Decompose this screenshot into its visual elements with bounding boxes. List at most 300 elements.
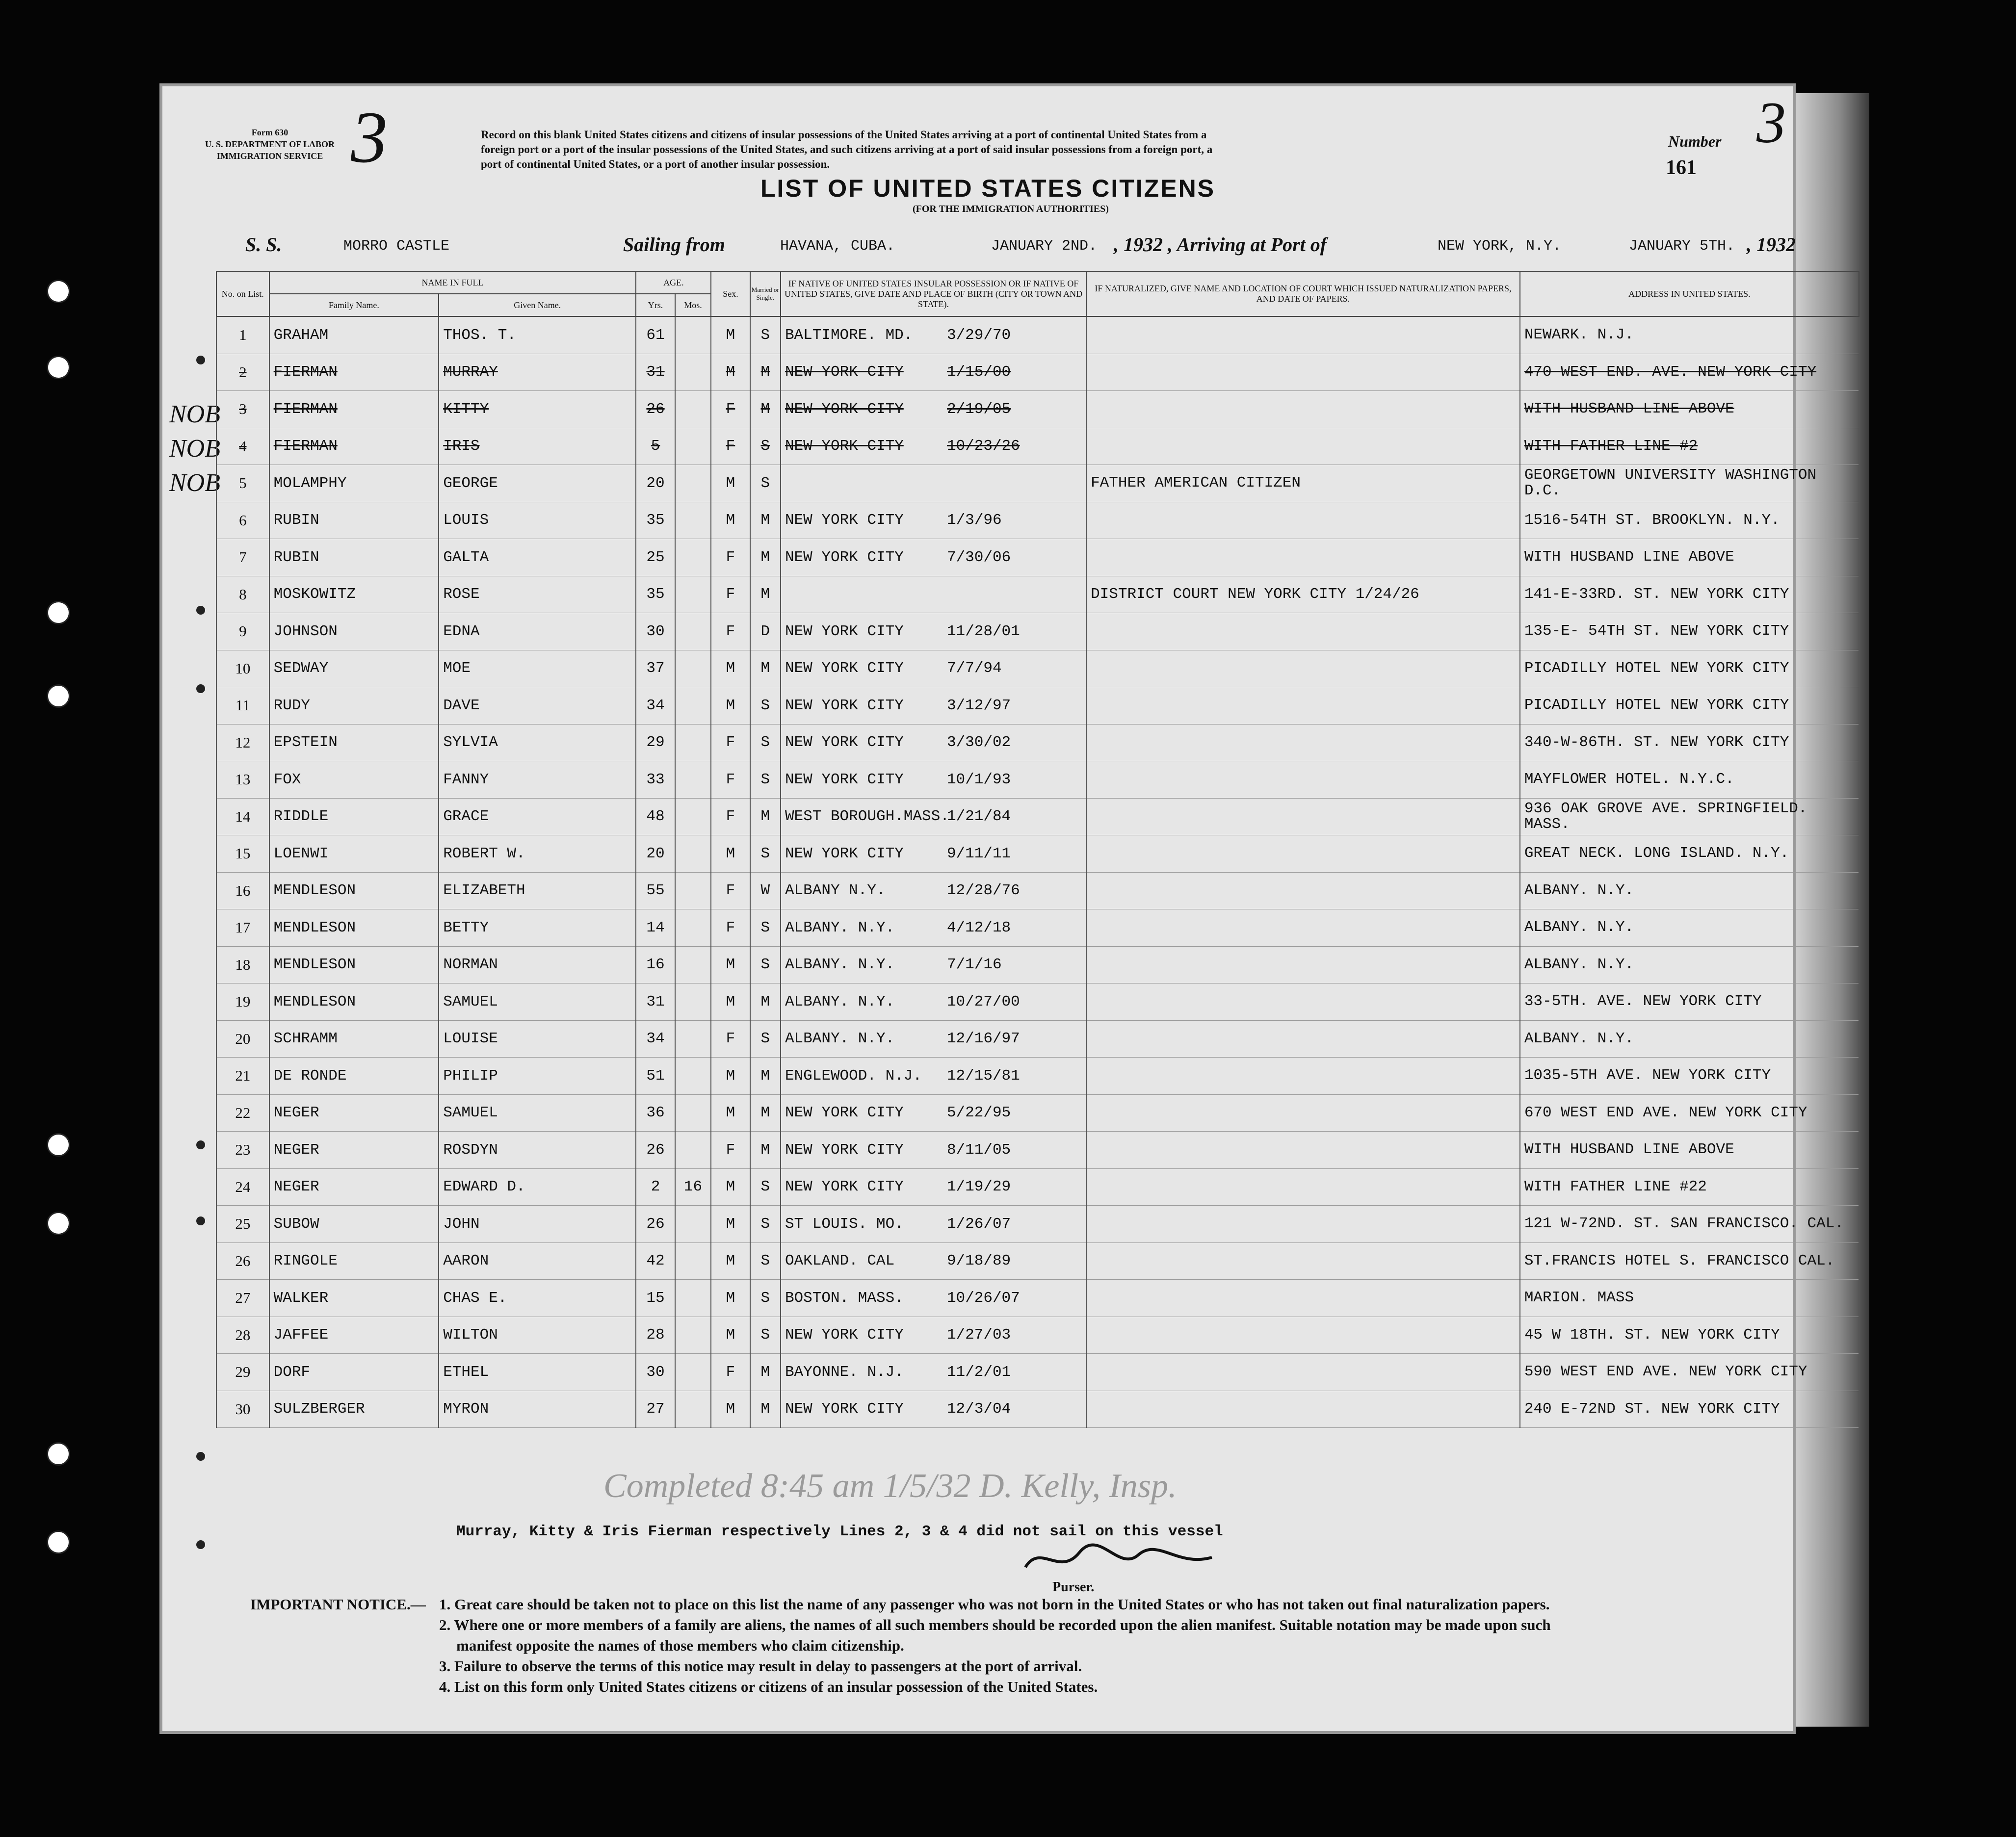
given-name: ROSDYN <box>443 1141 498 1159</box>
birth-date: 9/11/11 <box>946 845 1011 862</box>
family-name-cell <box>269 1391 439 1428</box>
row-number: 11 <box>235 697 250 714</box>
age-years: 26 <box>646 1215 665 1233</box>
marital-status-cell <box>750 1168 781 1206</box>
given-name: THOS. T. <box>443 326 517 344</box>
family-name: GRAHAM <box>273 326 329 344</box>
given-name-cell <box>439 983 636 1021</box>
birth-place: BOSTON. MASS. <box>785 1289 904 1307</box>
naturalization-cell <box>1086 1391 1520 1428</box>
birth-place: NEW YORK CITY <box>785 622 904 640</box>
sex-cell <box>711 1020 750 1058</box>
given-name: GEORGE <box>443 474 498 492</box>
given-name: WILTON <box>443 1326 498 1344</box>
marital-status: S <box>760 845 770 862</box>
page-subtitle: (FOR THE IMMIGRATION AUTHORITIES) <box>913 204 1109 214</box>
family-name: MENDLESON <box>273 956 356 974</box>
age-months-cell <box>675 428 711 465</box>
age-months-cell <box>675 1391 711 1428</box>
naturalization-cell <box>1086 872 1520 909</box>
address: 670 WEST END AVE. NEW YORK CITY <box>1524 1104 1807 1121</box>
naturalization-cell <box>1086 391 1520 428</box>
age-years: 14 <box>646 919 665 936</box>
marital-status-cell <box>750 983 781 1021</box>
address: GREAT NECK. LONG ISLAND. N.Y. <box>1524 845 1789 862</box>
age-years-cell <box>636 724 675 761</box>
given-name: AARON <box>443 1252 489 1270</box>
header-yrs: Yrs. <box>636 294 675 316</box>
sex: M <box>726 1400 735 1418</box>
age-months-cell <box>675 761 711 799</box>
age-years-cell <box>636 576 675 613</box>
age-months-cell <box>675 687 711 724</box>
naturalization-cell <box>1086 983 1520 1021</box>
punch-dot <box>196 1452 205 1461</box>
address-cell <box>1520 613 1859 650</box>
marital-status-cell <box>750 1354 781 1391</box>
table-row <box>216 909 1859 947</box>
sex: M <box>726 660 735 677</box>
row-number: 27 <box>235 1289 251 1307</box>
family-name-cell <box>269 428 439 465</box>
margin-note-nob: NOB <box>169 469 220 497</box>
marital-status-cell <box>750 1206 781 1243</box>
sailing-from: HAVANA, CUBA. <box>780 238 895 255</box>
marital-status-cell <box>750 539 781 576</box>
birth-place: NEW YORK CITY <box>785 1400 904 1418</box>
given-name-cell <box>439 465 636 502</box>
address: ALBANY. N.Y. <box>1524 956 1634 973</box>
age-months-cell <box>675 1132 711 1169</box>
punch-dot <box>196 1540 205 1549</box>
address-cell <box>1520 576 1859 613</box>
age-years-cell <box>636 391 675 428</box>
row-number: 13 <box>235 771 251 788</box>
row-number: 14 <box>235 807 251 825</box>
table-row <box>216 1132 1859 1169</box>
marital-status-cell <box>750 391 781 428</box>
naturalization-cell <box>1086 1132 1520 1169</box>
birth-place: NEW YORK CITY <box>785 1326 904 1344</box>
family-name: SUBOW <box>273 1215 319 1233</box>
margin-note-nob: NOB <box>169 400 220 428</box>
sex: M <box>726 1289 735 1307</box>
marital-status-cell <box>750 316 781 354</box>
birth-place: NEW YORK CITY <box>785 512 904 529</box>
address-cell <box>1520 1242 1859 1280</box>
sex: F <box>726 882 735 900</box>
address-cell <box>1520 687 1859 724</box>
family-name: FIERMAN <box>273 400 338 418</box>
address: 1035-5TH AVE. NEW YORK CITY <box>1524 1067 1771 1085</box>
address: PICADILLY HOTEL NEW YORK CITY <box>1524 697 1789 714</box>
birth-place-cell <box>781 1058 1086 1095</box>
sex: F <box>726 808 735 826</box>
sex-cell <box>711 909 750 947</box>
row-number-cell <box>216 983 269 1021</box>
arriving-year: , 1932 <box>1747 233 1796 256</box>
family-name-cell <box>269 983 439 1021</box>
row-number: 9 <box>239 622 247 640</box>
arriving-port: NEW YORK, N.Y. <box>1438 238 1562 255</box>
family-name-cell <box>269 316 439 354</box>
age-months-cell <box>675 1058 711 1095</box>
age-months-cell <box>675 650 711 687</box>
row-number: 10 <box>235 659 251 677</box>
form-label-block <box>189 127 351 162</box>
binder-hole <box>47 1530 70 1554</box>
address: WITH HUSBAND LINE ABOVE <box>1524 400 1734 418</box>
naturalization-cell <box>1086 909 1520 947</box>
birth-place: BAYONNE. N.J. <box>785 1363 904 1381</box>
marital-status-cell <box>750 576 781 613</box>
age-years: 5 <box>651 438 660 455</box>
voyage-line <box>245 231 1864 260</box>
birth-place: ALBANY. N.Y. <box>785 919 895 936</box>
naturalization-cell <box>1086 1058 1520 1095</box>
arriving-label: , Arriving at Port of <box>1168 233 1327 256</box>
binder-hole <box>47 601 70 624</box>
sex: M <box>726 1326 735 1344</box>
age-months-cell <box>675 1206 711 1243</box>
header-married: Married or Single. <box>750 271 781 316</box>
row-number-cell <box>216 354 269 391</box>
sex-cell <box>711 539 750 576</box>
marital-status: M <box>760 1104 770 1122</box>
row-number-cell <box>216 835 269 873</box>
address-cell <box>1520 650 1859 687</box>
header-age: AGE. <box>636 271 711 294</box>
sex-cell <box>711 1391 750 1428</box>
marital-status: W <box>760 882 770 900</box>
row-number: 1 <box>239 326 247 344</box>
sex-cell <box>711 946 750 983</box>
birth-date: 10/1/93 <box>946 771 1011 788</box>
table-header <box>216 271 1859 316</box>
birth-place-cell <box>781 1020 1086 1058</box>
address-cell <box>1520 1058 1859 1095</box>
birth-date: 10/26/07 <box>946 1289 1020 1307</box>
address: 936 OAK GROVE AVE. SPRINGFIELD. MASS. <box>1524 800 1807 833</box>
row-number: 4 <box>239 437 247 455</box>
row-number-cell <box>216 539 269 576</box>
birth-place-cell <box>781 835 1086 873</box>
birth-place-cell <box>781 1354 1086 1391</box>
marital-status: M <box>760 808 770 826</box>
marital-status-cell <box>750 1058 781 1095</box>
family-name: MENDLESON <box>273 919 356 936</box>
sex: M <box>726 1252 735 1270</box>
age-years-cell <box>636 983 675 1021</box>
marital-status-cell <box>750 1094 781 1132</box>
marital-status-cell <box>750 1391 781 1428</box>
address: GEORGETOWN UNIVERSITY WASHINGTON D.C. <box>1524 466 1817 500</box>
birth-place: NEW YORK CITY <box>785 400 904 418</box>
row-number-cell <box>216 1280 269 1317</box>
naturalization-cell <box>1086 576 1520 613</box>
address-cell <box>1520 539 1859 576</box>
address-cell <box>1520 1094 1859 1132</box>
row-number: 26 <box>235 1252 251 1269</box>
sex: M <box>726 474 735 492</box>
naturalization-cell <box>1086 465 1520 502</box>
naturalization-cell <box>1086 687 1520 724</box>
family-name-cell <box>269 1206 439 1243</box>
family-name: MOLAMPHY <box>273 474 347 492</box>
row-number-cell <box>216 1094 269 1132</box>
birth-place-cell <box>781 465 1086 502</box>
given-name: KITTY <box>443 400 489 418</box>
given-name: SAMUEL <box>443 993 498 1010</box>
naturalization-cell <box>1086 316 1520 354</box>
table-row <box>216 983 1859 1021</box>
birth-date: 9/18/89 <box>946 1252 1011 1270</box>
marital-status: S <box>760 734 770 751</box>
row-number: 12 <box>235 733 251 751</box>
birth-date: 5/22/95 <box>946 1104 1011 1122</box>
sex-cell <box>711 1242 750 1280</box>
birth-date: 12/15/81 <box>946 1067 1020 1085</box>
age-years-cell <box>636 1058 675 1095</box>
row-number-cell <box>216 761 269 799</box>
age-years: 36 <box>646 1104 665 1122</box>
age-years: 27 <box>646 1400 665 1418</box>
family-name-cell <box>269 576 439 613</box>
family-name-cell <box>269 946 439 983</box>
sex-cell <box>711 465 750 502</box>
given-name-cell <box>439 539 636 576</box>
age-years-cell <box>636 909 675 947</box>
table-row <box>216 316 1859 354</box>
table-row <box>216 650 1859 687</box>
address-cell <box>1520 1206 1859 1243</box>
family-name: MOSKOWITZ <box>273 586 356 603</box>
sex-cell <box>711 835 750 873</box>
family-name: LOENWI <box>273 845 329 862</box>
given-name: IRIS <box>443 438 480 455</box>
marital-status: M <box>760 586 770 603</box>
sex: F <box>726 548 735 566</box>
age-years-cell <box>636 316 675 354</box>
sex-cell <box>711 1168 750 1206</box>
sex: M <box>726 1178 735 1196</box>
naturalization-cell <box>1086 354 1520 391</box>
family-name-cell <box>269 1132 439 1169</box>
given-name: ROBERT W. <box>443 845 525 862</box>
given-name-cell <box>439 576 636 613</box>
address: 33-5TH. AVE. NEW YORK CITY <box>1524 993 1762 1010</box>
given-name-cell <box>439 1094 636 1132</box>
notice-item-2: 2. Where one or more members of a family are aliens, the names of all such members should be recorded upon the alien manifest. Suitable notation may be made upon such <box>439 1616 1551 1633</box>
birth-place-cell <box>781 613 1086 650</box>
row-number-cell <box>216 1206 269 1243</box>
sex: M <box>726 1104 735 1122</box>
address: 141-E-33RD. ST. NEW YORK CITY <box>1524 585 1789 603</box>
marital-status: D <box>760 622 770 640</box>
record-line-3: port of continental United States, or a port of another insular possession. <box>481 158 830 170</box>
birth-date: 3/12/97 <box>946 697 1011 714</box>
age-years-cell <box>636 1391 675 1428</box>
table-row <box>216 1206 1859 1243</box>
marital-status: M <box>760 993 770 1010</box>
age-years-cell <box>636 1206 675 1243</box>
header-address: ADDRESS IN UNITED STATES. <box>1520 271 1859 316</box>
marital-status-cell <box>750 428 781 465</box>
given-name-cell <box>439 798 636 835</box>
age-months-cell <box>675 539 711 576</box>
marital-status: S <box>760 1215 770 1233</box>
naturalization-cell <box>1086 1354 1520 1391</box>
given-name: ROSE <box>443 586 480 603</box>
sex-cell <box>711 1132 750 1169</box>
naturalization-cell <box>1086 835 1520 873</box>
birth-place: OAKLAND. CAL <box>785 1252 895 1270</box>
age-years: 26 <box>646 1141 665 1159</box>
sex-cell <box>711 1206 750 1243</box>
row-number: 18 <box>235 956 251 973</box>
table-row <box>216 946 1859 983</box>
naturalization: FATHER AMERICAN CITIZEN <box>1091 474 1301 492</box>
birth-date: 10/27/00 <box>946 993 1020 1010</box>
age-years-cell <box>636 650 675 687</box>
age-years-cell <box>636 1354 675 1391</box>
family-name-cell <box>269 1094 439 1132</box>
table-row <box>216 354 1859 391</box>
row-number: 6 <box>239 511 247 529</box>
row-number: 7 <box>239 548 247 566</box>
table-row <box>216 798 1859 835</box>
marital-status: S <box>760 438 770 455</box>
given-name: GALTA <box>443 548 489 566</box>
address-cell <box>1520 798 1859 835</box>
naturalization-cell <box>1086 724 1520 761</box>
age-years-cell <box>636 761 675 799</box>
sex-cell <box>711 316 750 354</box>
punch-dot <box>196 1140 205 1149</box>
marital-status: S <box>760 326 770 344</box>
address: WITH FATHER LINE #2 <box>1524 437 1698 455</box>
sex-cell <box>711 1317 750 1354</box>
sex-cell <box>711 391 750 428</box>
header-family: Family Name. <box>269 294 439 316</box>
family-name: WALKER <box>273 1289 329 1307</box>
family-name: FIERMAN <box>273 438 338 455</box>
row-number: 19 <box>235 993 251 1010</box>
family-name-cell <box>269 1317 439 1354</box>
family-name-cell <box>269 835 439 873</box>
family-name: SULZBERGER <box>273 1400 365 1418</box>
birth-place: NEW YORK CITY <box>785 1104 904 1122</box>
table-row <box>216 539 1859 576</box>
row-number: 24 <box>235 1178 251 1195</box>
age-months-cell <box>675 391 711 428</box>
sex: F <box>726 586 735 603</box>
given-name: ETHEL <box>443 1363 489 1381</box>
given-name-cell <box>439 1242 636 1280</box>
naturalization-cell <box>1086 1317 1520 1354</box>
family-name-cell <box>269 1354 439 1391</box>
row-number-cell <box>216 650 269 687</box>
sex: M <box>726 363 735 381</box>
birth-date: 11/28/01 <box>946 622 1020 640</box>
birth-place: NEW YORK CITY <box>785 1141 904 1159</box>
age-years: 30 <box>646 622 665 640</box>
naturalization-cell <box>1086 1094 1520 1132</box>
family-name-cell <box>269 465 439 502</box>
address: PICADILLY HOTEL NEW YORK CITY <box>1524 659 1789 677</box>
family-name: RUDY <box>273 697 311 714</box>
address-cell <box>1520 465 1859 502</box>
table-row <box>216 1058 1859 1095</box>
birth-place-cell <box>781 1206 1086 1243</box>
sex: F <box>726 622 735 640</box>
table-row <box>216 1094 1859 1132</box>
age-months-cell <box>675 1020 711 1058</box>
birth-date: 1/15/00 <box>946 363 1011 381</box>
table-row <box>216 391 1859 428</box>
address-cell <box>1520 502 1859 539</box>
family-name: RIDDLE <box>273 808 329 826</box>
row-number: 23 <box>235 1141 251 1159</box>
row-number: 3 <box>239 400 247 418</box>
marital-status-cell <box>750 724 781 761</box>
footnote: Murray, Kitty & Iris Fierman respectively Lines 2, 3 & 4 did not sail on this vessel <box>456 1523 1223 1540</box>
punch-dot <box>196 356 205 364</box>
purser-signature <box>1021 1538 1217 1590</box>
row-number-cell <box>216 502 269 539</box>
address-cell <box>1520 1354 1859 1391</box>
given-name: SAMUEL <box>443 1104 498 1122</box>
birth-place: ST LOUIS. MO. <box>785 1215 904 1233</box>
marital-status: S <box>760 474 770 492</box>
birth-place-cell <box>781 687 1086 724</box>
row-number-cell <box>216 391 269 428</box>
family-name: RINGOLE <box>273 1252 338 1270</box>
birth-date: 11/2/01 <box>946 1363 1011 1381</box>
address-cell <box>1520 316 1859 354</box>
address-cell <box>1520 761 1859 799</box>
birth-date: 7/30/06 <box>946 548 1011 566</box>
binder-hole <box>47 280 70 303</box>
age-years-cell <box>636 613 675 650</box>
notice-item-1: 1. Great care should be taken not to place on this list the name of any passenger who was not born in the United States or who has not taken out final naturalization papers. <box>439 1596 1550 1613</box>
address: MAYFLOWER HOTEL. N.Y.C. <box>1524 771 1734 788</box>
family-name: DORF <box>273 1363 311 1381</box>
marital-status-cell <box>750 502 781 539</box>
stamp-number: 161 <box>1666 156 1697 179</box>
family-name: NEGER <box>273 1178 319 1196</box>
record-line-1: Record on this blank United States citizens and citizens of insular possessions of the United States arriving at a port of continental United States from a <box>481 129 1207 141</box>
age-months-cell <box>675 502 711 539</box>
age-years: 28 <box>646 1326 665 1344</box>
birth-place-cell <box>781 983 1086 1021</box>
sex-cell <box>711 724 750 761</box>
age-years-cell <box>636 465 675 502</box>
marital-status-cell <box>750 650 781 687</box>
given-name: SYLVIA <box>443 734 498 751</box>
sex: M <box>726 845 735 862</box>
row-number-cell <box>216 465 269 502</box>
address-cell <box>1520 1020 1859 1058</box>
naturalization-cell <box>1086 1242 1520 1280</box>
birth-date: 2/19/05 <box>946 400 1011 418</box>
row-number-cell <box>216 1168 269 1206</box>
given-name-cell <box>439 1168 636 1206</box>
marital-status-cell <box>750 687 781 724</box>
age-months-cell <box>675 613 711 650</box>
birth-place-cell <box>781 1132 1086 1169</box>
marital-status: S <box>760 1252 770 1270</box>
